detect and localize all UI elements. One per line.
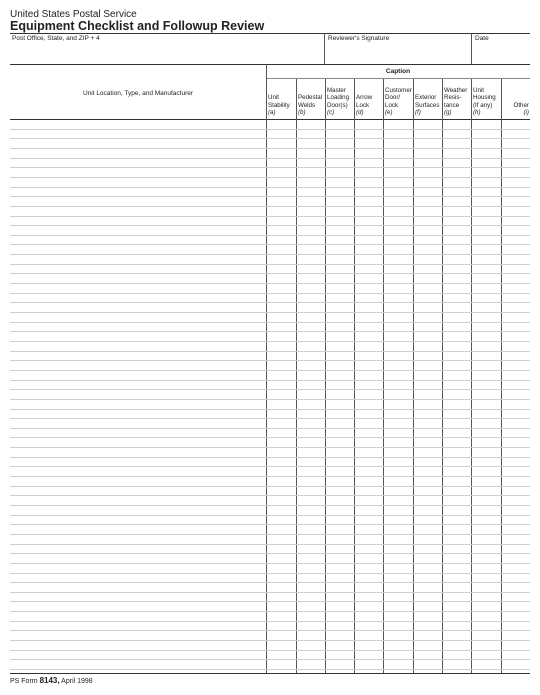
table-row — [10, 389, 530, 390]
column-header-line: Arrow — [356, 94, 373, 102]
table-row — [10, 351, 530, 352]
table-bottom-border — [10, 673, 530, 674]
column-header-line: Lock — [356, 101, 370, 109]
table-row — [10, 302, 530, 303]
table-row — [10, 659, 530, 660]
table-row — [10, 457, 530, 458]
location-column-header: Unit Location, Type, and Manufacturer — [82, 90, 194, 97]
column-header — [268, 94, 295, 117]
column-letter: (d) — [356, 109, 364, 117]
table-row — [10, 650, 530, 651]
table-row — [10, 621, 530, 622]
table-row — [10, 148, 530, 149]
table-row — [10, 466, 530, 467]
table-row — [10, 486, 530, 487]
table-row — [10, 216, 530, 217]
column-header-line: tance — [444, 101, 460, 109]
table-row — [10, 322, 530, 323]
column-letter: (a) — [268, 109, 276, 117]
table-row — [10, 592, 530, 593]
column-header — [356, 94, 382, 117]
table-row — [10, 669, 530, 670]
table-row — [10, 437, 530, 438]
table-row — [10, 370, 530, 371]
post-office-field[interactable] — [10, 34, 324, 64]
column-header — [327, 87, 353, 117]
column-header-line: Surfaces — [415, 101, 440, 109]
table-row — [10, 158, 530, 159]
table-row — [10, 399, 530, 400]
column-header-line: Weather — [444, 86, 468, 94]
table-row — [10, 582, 530, 583]
form-prefix: PS Form — [10, 678, 38, 685]
column-header-line: (If any) — [473, 101, 493, 109]
table-row — [10, 640, 530, 641]
table-row — [10, 409, 530, 410]
column-header-line: Master — [327, 86, 346, 94]
column-header — [473, 87, 500, 117]
column-header-line: Other — [513, 101, 529, 109]
column-letter: (g) — [444, 109, 452, 117]
table-row — [10, 293, 530, 294]
table-row — [10, 312, 530, 313]
table-row — [10, 476, 530, 477]
form-footer — [10, 676, 93, 685]
table-row — [10, 283, 530, 284]
column-header — [298, 94, 324, 117]
column-header — [385, 87, 412, 117]
table-row — [10, 196, 530, 197]
table-row — [10, 206, 530, 207]
table-row — [10, 380, 530, 381]
table-row — [10, 553, 530, 554]
table-row — [10, 167, 530, 168]
column-header-line: Exterior — [415, 94, 437, 102]
reviewer-signature-field[interactable] — [325, 34, 471, 64]
table-row — [10, 611, 530, 612]
column-letter: (e) — [385, 109, 393, 117]
table-row — [10, 563, 530, 564]
column-header-line: Housing — [473, 94, 496, 102]
entry-rows[interactable] — [10, 119, 530, 673]
table-row — [10, 331, 530, 332]
table-row — [10, 573, 530, 574]
column-header — [415, 94, 441, 117]
column-header-line: Lock — [385, 101, 399, 109]
table-row — [10, 418, 530, 419]
table-row — [10, 495, 530, 496]
column-letter: (b) — [298, 109, 306, 117]
table-row — [10, 273, 530, 274]
table-row — [10, 177, 530, 178]
table-row — [10, 129, 530, 130]
column-header-line: Unit — [268, 94, 280, 102]
form-number: 8143, — [39, 676, 60, 685]
table-row — [10, 341, 530, 342]
date-label: Date — [475, 35, 489, 42]
column-header-line: Door(s) — [327, 101, 348, 109]
column-header-line: Loading — [327, 94, 350, 102]
caption-underline — [266, 78, 530, 79]
form-date: April 1998 — [61, 678, 93, 685]
table-row — [10, 515, 530, 516]
table-row — [10, 428, 530, 429]
column-header-line: Customer — [385, 86, 412, 94]
date-field[interactable] — [472, 34, 530, 64]
column-letter: (i) — [523, 109, 529, 117]
table-row — [10, 505, 530, 506]
column-header-line: Resis- — [444, 94, 462, 102]
column-header-line: Stability — [268, 101, 290, 109]
column-header-line: Welds — [298, 101, 316, 109]
table-row — [10, 524, 530, 525]
info-row-bottom-border — [10, 64, 530, 65]
table-row — [10, 235, 530, 236]
table-row — [10, 360, 530, 361]
table-row — [10, 225, 530, 226]
form-title: Equipment Checklist and Followup Review — [10, 19, 265, 33]
table-row — [10, 264, 530, 265]
column-letter: (c) — [327, 109, 335, 117]
table-row — [10, 534, 530, 535]
caption-header: Caption — [385, 68, 411, 75]
reviewer-signature-label: Reviewer's Signature — [328, 35, 390, 42]
column-header-line: Door/ — [385, 94, 401, 102]
table-row — [10, 447, 530, 448]
column-letter: (h) — [473, 109, 481, 117]
table-row — [10, 544, 530, 545]
column-header-line: Unit — [473, 86, 485, 94]
table-row — [10, 138, 530, 139]
table-row — [10, 244, 530, 245]
column-header-line: Pedestal — [298, 94, 323, 102]
column-header — [444, 87, 470, 117]
table-row — [10, 630, 530, 631]
agency-name: United States Postal Service — [10, 9, 137, 20]
table-row — [10, 187, 530, 188]
post-office-label: Post Office, State, and ZIP + 4 — [12, 35, 100, 42]
table-row — [10, 601, 530, 602]
table-row — [10, 254, 530, 255]
column-letter: (f) — [415, 109, 421, 117]
column-header — [503, 102, 529, 117]
